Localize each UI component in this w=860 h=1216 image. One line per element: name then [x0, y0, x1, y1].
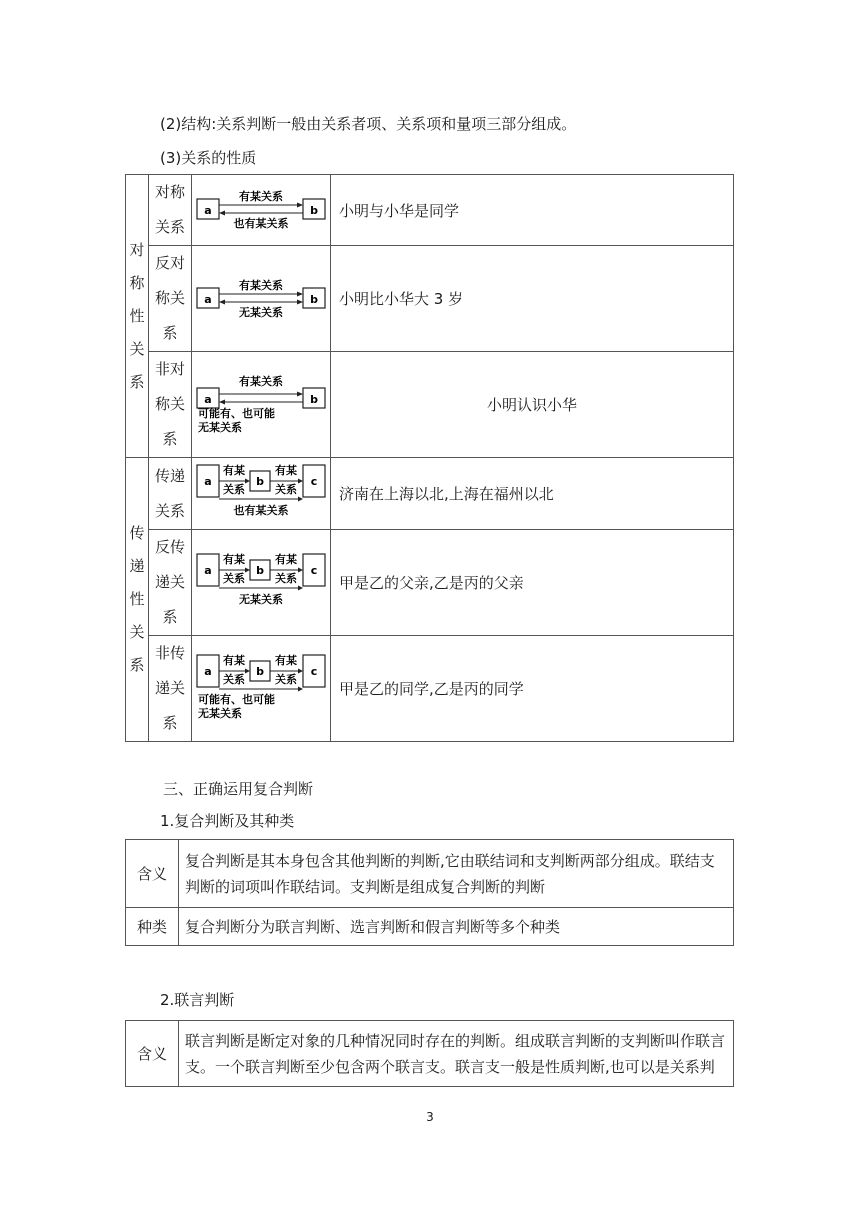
relation-example: 济南在上海以北,上海在福州以北: [331, 458, 734, 530]
group-label-text: 对 称 性 关 系: [129, 240, 145, 391]
chain-label-bottom-1: 关系: [223, 672, 245, 686]
outer-relation-label: 也有某关系: [233, 503, 289, 517]
svg-text:无某关系: 无某关系: [239, 305, 283, 319]
svg-text:有某关系: 有某关系: [239, 278, 283, 292]
chain-label-top-2: 有某: [275, 463, 297, 477]
arrowhead: [298, 496, 303, 501]
subheading-conjunctive: 2.联言判断: [160, 991, 235, 1009]
row-text: 联言判断是断定对象的几种情况同时存在的判断。组成联言判断的支判断叫作联言支。一个联言判断至少包含两个联言支。联言支一般是性质判断,也可以是关系判: [179, 1021, 734, 1087]
relation-example: 小明认识小华: [331, 352, 734, 458]
group-label-symmetric: [126, 175, 149, 458]
box-b-label: b: [310, 204, 318, 217]
table-row: [126, 908, 734, 946]
box-b-label: b: [256, 563, 264, 577]
row-nonsymmetric: [126, 352, 734, 458]
row-label: 含义: [126, 840, 179, 908]
relation-name: 对称 关系: [149, 175, 192, 246]
svg-text:b: b: [310, 392, 318, 406]
top-relation-label: 有某关系: [239, 190, 283, 203]
three-box-diagram: [194, 651, 328, 723]
relation-name: 非对 称关 系: [149, 352, 192, 458]
table-row: [126, 1021, 734, 1087]
relation-name: 非传 递关 系: [149, 636, 192, 742]
page-number: 3: [426, 1110, 434, 1124]
row-label: 种类: [126, 908, 179, 946]
chain-label-top-1: 有某: [223, 463, 245, 477]
arrowhead: [298, 478, 303, 483]
arrowhead: [245, 478, 250, 483]
chain-label-bottom-1: 关系: [223, 482, 245, 496]
chain-label-bottom-2: 关系: [275, 571, 297, 585]
group-label-text: 传 递 性 关 系: [129, 524, 145, 674]
svg-text:有某关系: 有某关系: [239, 374, 283, 388]
box-a-label: a: [204, 474, 212, 488]
box-c-label: c: [310, 474, 318, 488]
relation-name: 传递 关系: [149, 458, 192, 530]
box-a-label: a: [204, 563, 212, 577]
row-text: 复合判断分为联言判断、选言判断和假言判断等多个种类: [179, 908, 734, 946]
relation-diagram: [192, 636, 331, 742]
two-box-diagram: [194, 272, 328, 322]
row-nontransitive: [126, 636, 734, 742]
row-antitransitive: [126, 530, 734, 636]
svg-text:无某关系: 无某关系: [198, 420, 242, 434]
svg-text:a: a: [204, 292, 212, 306]
relation-diagram: [192, 246, 331, 352]
box-c-label: c: [310, 563, 318, 577]
arrowhead: [245, 567, 250, 572]
box-b-label: b: [256, 664, 264, 678]
chain-label-bottom-2: 关系: [275, 482, 297, 496]
chain-label-top-2: 有某: [275, 552, 297, 566]
row-label: 含义: [126, 1021, 179, 1087]
arrowhead: [298, 686, 303, 691]
group-label-transitive: [126, 458, 149, 742]
structure-paragraph: (2)结构:关系判断一般由关系者项、关系项和量项三部分组成。: [160, 115, 577, 133]
chain-label-top-1: 有某: [223, 552, 245, 566]
nature-heading: (3)关系的性质: [160, 149, 257, 167]
relation-diagram: [192, 458, 331, 530]
compound-judgment-table: [125, 839, 734, 946]
outer-relation-label-line2: 无某关系: [198, 706, 242, 720]
chain-label-top-2: 有某: [275, 653, 297, 667]
svg-text:可能有、也可能: 可能有、也可能: [198, 406, 275, 420]
chain-label-bottom-2: 关系: [275, 672, 297, 686]
relation-table: [125, 174, 734, 742]
row-antisymmetric: [126, 246, 734, 352]
section3-heading: 三、正确运用复合判断: [163, 780, 314, 798]
row-transitive: [126, 458, 734, 530]
chain-label-bottom-1: 关系: [223, 571, 245, 585]
three-box-diagram: [194, 461, 328, 523]
bottom-relation-label: 也有某关系: [233, 217, 289, 230]
relation-name: 反传 递关 系: [149, 530, 192, 636]
relation-diagram: [192, 352, 331, 458]
svg-text:b: b: [310, 292, 318, 306]
arrowhead: [298, 585, 303, 590]
three-box-diagram: [194, 550, 328, 612]
box-b-label: b: [256, 474, 264, 488]
row-text: 复合判断是其本身包含其他判断的判断,它由联结词和支判断两部分组成。联结支判断的词项叫作联结词。支判断是组成复合判断的判断: [179, 840, 734, 908]
box-c-label: c: [310, 664, 318, 678]
relation-example: 小明与小华是同学: [331, 175, 734, 246]
two-box-diagram: [194, 183, 328, 233]
arrowhead: [298, 567, 303, 572]
relation-name: 反对 称关 系: [149, 246, 192, 352]
relation-diagram: [192, 530, 331, 636]
relation-example: 小明比小华大 3 岁: [331, 246, 734, 352]
subheading-compound: 1.复合判断及其种类: [160, 812, 295, 830]
arrowhead: [245, 668, 250, 673]
two-box-diagram: [194, 372, 328, 434]
row-symmetric: [126, 175, 734, 246]
relation-example: 甲是乙的同学,乙是丙的同学: [331, 636, 734, 742]
table-row: [126, 840, 734, 908]
box-a-label: a: [204, 664, 212, 678]
svg-text:a: a: [204, 392, 212, 406]
outer-relation-label-line1: 可能有、也可能: [198, 692, 275, 706]
box-a-label: a: [204, 204, 212, 217]
relation-example: 甲是乙的父亲,乙是丙的父亲: [331, 530, 734, 636]
relation-diagram: [192, 175, 331, 246]
chain-label-top-1: 有某: [223, 653, 245, 667]
conjunctive-judgment-table: [125, 1020, 734, 1087]
arrowhead: [298, 668, 303, 673]
outer-relation-label: 无某关系: [239, 592, 283, 606]
